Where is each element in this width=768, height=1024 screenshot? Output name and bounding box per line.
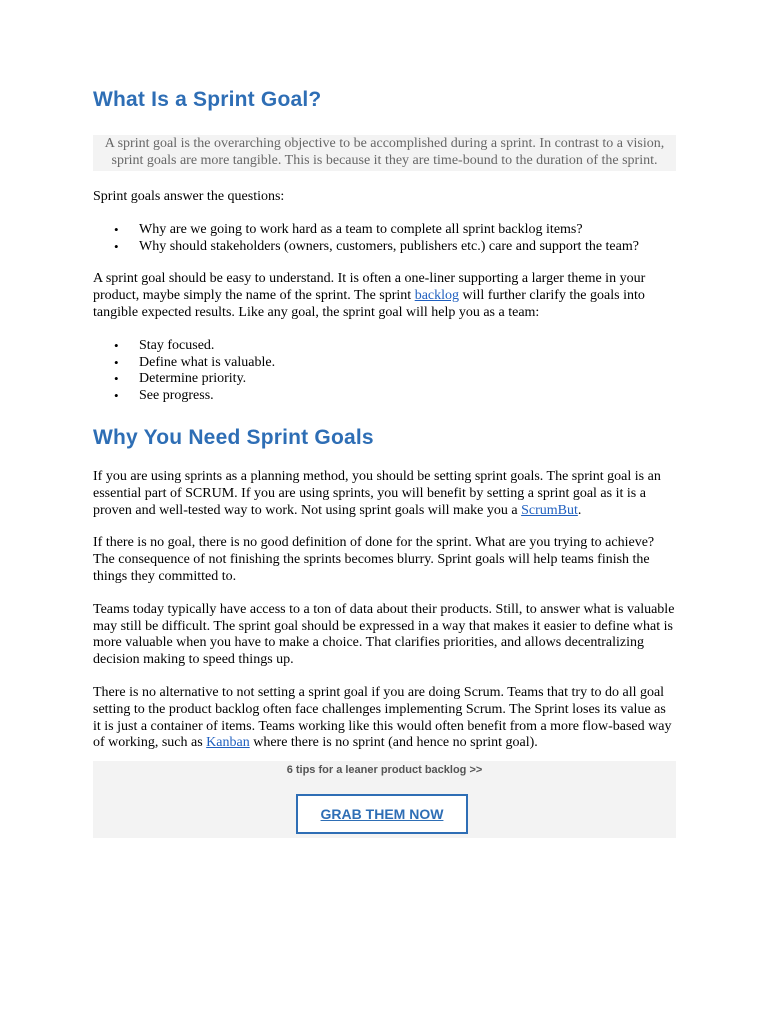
text-span: will further clarify the goals into tangible expected results. Like any goal, the sprint goal will help you as a team: [93, 288, 645, 320]
paragraph-no-goal: If there is no goal, there is no good definition of done for the sprint. What are you trying to achieve? The consequence of not finishing the sprints becomes blurry. Sprint goals will help teams finish the things they committed to. [93, 535, 655, 584]
scrumbut-link[interactable]: ScrumBut [521, 502, 578, 518]
kanban-link[interactable]: Kanban [206, 735, 250, 751]
list-item: • Determine priority. [93, 371, 676, 388]
questions-list [93, 222, 676, 256]
paragraph-easy-to-understand [93, 271, 676, 321]
text-span: There is no alternative to not setting a sprint goal if you are doing Scrum. Teams that try to do all goal setting to the product backlog often face challenges implementing Scrum. The Sprint loses its value as it is just a container of items. Teams working like this would often benefit from a more flow-based way of working, such as [93, 684, 672, 751]
benefits-list [93, 338, 676, 405]
list-item: • Stay focused. [93, 338, 676, 355]
text-span: If you are using sprints as a planning method, you should be setting sprint goals. The sprint goal is an essential part of SCRUM. If you are using sprints, you will benefit by setting a sprint goal as it is a proven and well-tested way to work. Not using sprint goals will make you a [93, 468, 661, 518]
backlog-link[interactable]: backlog [414, 288, 460, 304]
text-span: A sprint goal should be easy to understand. It is often a one-liner supporting a larger theme in your product, maybe simply the name of the sprint. The sprint [93, 271, 646, 304]
list-item: • Why are we going to work hard as a team to complete all sprint backlog items? [93, 222, 676, 239]
definition-callout: A sprint goal is the overarching objective to be accomplished during a sprint. In contrast to a vision, sprint goals are more tangible. This is because it they are time-bound to the duration of the sprint. [93, 135, 676, 171]
cta-text: 6 tips for a leaner product backlog >> [286, 764, 483, 777]
text-span: . [577, 502, 582, 518]
questions-intro: Sprint goals answer the questions: [93, 189, 285, 204]
list-item: • See progress. [93, 388, 676, 405]
text-span: where there is no sprint (and hence no sprint goal). [249, 735, 538, 751]
list-item: • Define what is valuable. [93, 355, 676, 372]
heading-what-is-sprint-goal: What Is a Sprint Goal? [93, 88, 322, 111]
paragraph-no-alternative [93, 685, 676, 752]
list-item: • Why should stakeholders (owners, customers, publishers etc.) care and support the team? [93, 239, 676, 256]
paragraph-planning-method [93, 469, 676, 519]
heading-why-you-need-sprint-goals: Why You Need Sprint Goals [93, 425, 374, 449]
cta-box [93, 761, 676, 838]
grab-them-now-button[interactable]: GRAB THEM NOW [296, 794, 468, 834]
article-body [93, 88, 676, 838]
paragraph-data-products: Teams today typically have access to a ton of data about their products. Still, to answer what is valuable may still be difficult. The sprint goal should be expressed in a way that makes it easier to define what is more valuable when you have to make a choice. That clarifies priorities, and allows decentralizing decision making to speed things up. [93, 601, 675, 668]
